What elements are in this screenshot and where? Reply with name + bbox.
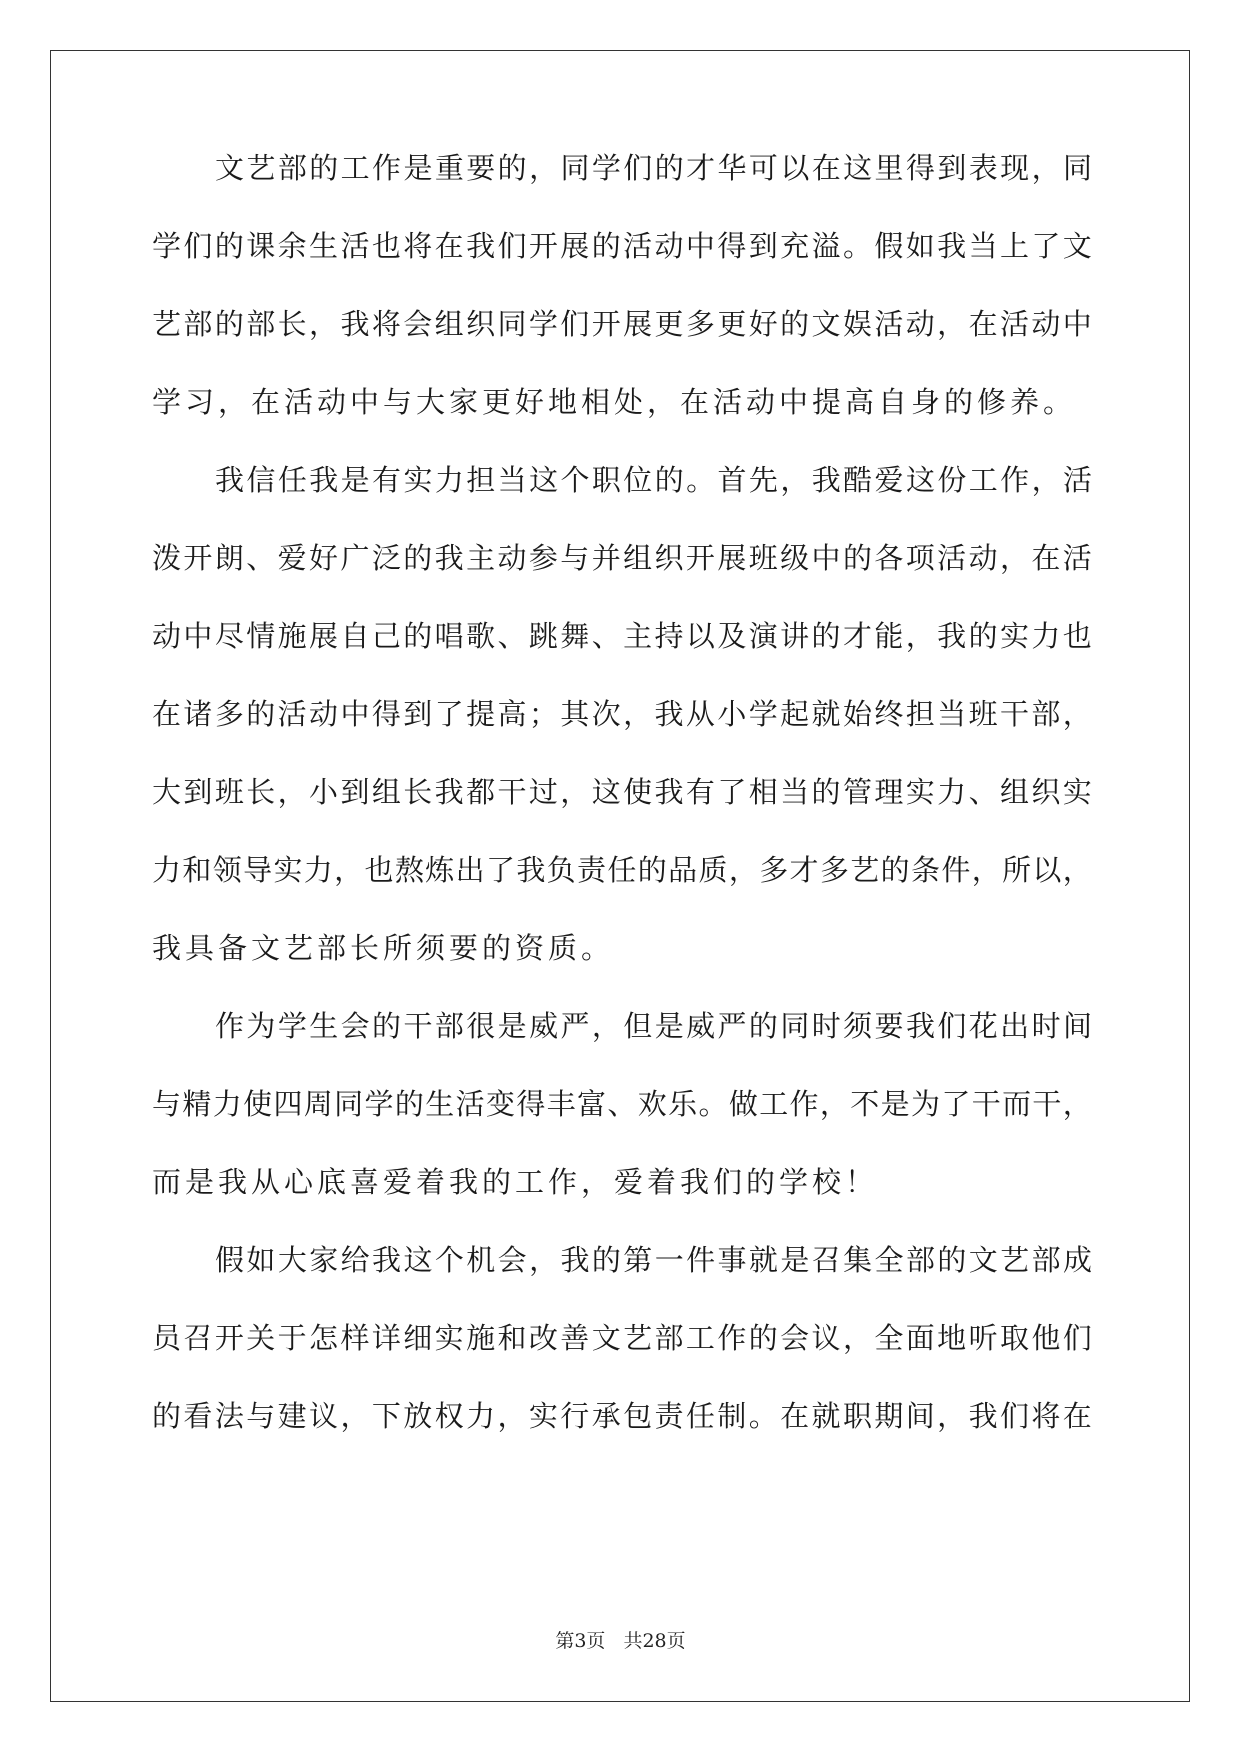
- page-footer: [0, 1626, 1241, 1653]
- para-3-line-2: 与 精 力 使 四 周 同 学 的 生 活 变 得 丰 富 、 欢 乐 。 做 工 作 ， 不 是 为 了 干 而 干 ，: [152, 1087, 1092, 1121]
- para-4-line-2: 员 召 开 关 于 怎 样 详 细 实 施 和 改 善 文 艺 部 工 作 的 会 议 ， 全 面 地 听 取 他 们: [152, 1321, 1092, 1355]
- para-1-line-4: 学习，在活动中与大家更好地相处，在活动中提高自身的修养。: [152, 385, 1077, 419]
- page-number: 第3页: [555, 1630, 606, 1652]
- page-total: 共28页: [623, 1630, 686, 1652]
- para-3-line-3: 而是我从心底喜爱着我的工作，爱着我们的学校！: [152, 1165, 879, 1199]
- para-2-line-2: 泼 开 朗 、 爱 好 广 泛 的 我 主 动 参 与 并 组 织 开 展 班 级 中 的 各 项 活 动 ， 在 活: [152, 541, 1092, 575]
- para-4-line-1: 假 如 大 家 给 我 这 个 机 会 ， 我 的 第 一 件 事 就 是 召 集 全 部 的 文 艺 部 成: [215, 1243, 1092, 1277]
- para-2-line-7: 我具备文艺部长所须要的资质。: [152, 931, 615, 965]
- para-2-line-3: 动 中 尽 情 施 展 自 己 的 唱 歌 、 跳 舞 、 主 持 以 及 演 讲 的 才 能 ， 我 的 实 力 也: [152, 619, 1092, 653]
- para-2-line-4: 在 诸 多 的 活 动 中 得 到 了 提 高 ； 其 次 ， 我 从 小 学 起 就 始 终 担 当 班 干 部 ，: [152, 697, 1092, 731]
- para-2-line-1: 我 信 任 我 是 有 实 力 担 当 这 个 职 位 的 。 首 先 ， 我 酷 爱 这 份 工 作 ， 活: [215, 463, 1092, 497]
- para-1-line-3: 艺 部 的 部 长 ， 我 将 会 组 织 同 学 们 开 展 更 多 更 好 的 文 娱 活 动 ， 在 活 动 中: [152, 307, 1092, 341]
- para-3-line-1: 作 为 学 生 会 的 干 部 很 是 威 严 ， 但 是 威 严 的 同 时 须 要 我 们 花 出 时 间: [215, 1009, 1092, 1043]
- para-4-line-3: 的 看 法 与 建 议 ， 下 放 权 力 ， 实 行 承 包 责 任 制 。 在 就 职 期 间 ， 我 们 将 在: [152, 1399, 1092, 1433]
- para-1-line-1: 文 艺 部 的 工 作 是 重 要 的 ， 同 学 们 的 才 华 可 以 在 这 里 得 到 表 现 ， 同: [215, 151, 1092, 185]
- para-2-line-5: 大 到 班 长 ， 小 到 组 长 我 都 干 过 ， 这 使 我 有 了 相 当 的 管 理 实 力 、 组 织 实: [152, 775, 1092, 809]
- para-2-line-6: 力 和 领 导 实 力 ， 也 熬 炼 出 了 我 负 责 任 的 品 质 ， 多 才 多 艺 的 条 件 ， 所 以 ，: [152, 853, 1092, 887]
- para-1-line-2: 学 们 的 课 余 生 活 也 将 在 我 们 开 展 的 活 动 中 得 到 充 溢 。 假 如 我 当 上 了 文: [152, 229, 1092, 263]
